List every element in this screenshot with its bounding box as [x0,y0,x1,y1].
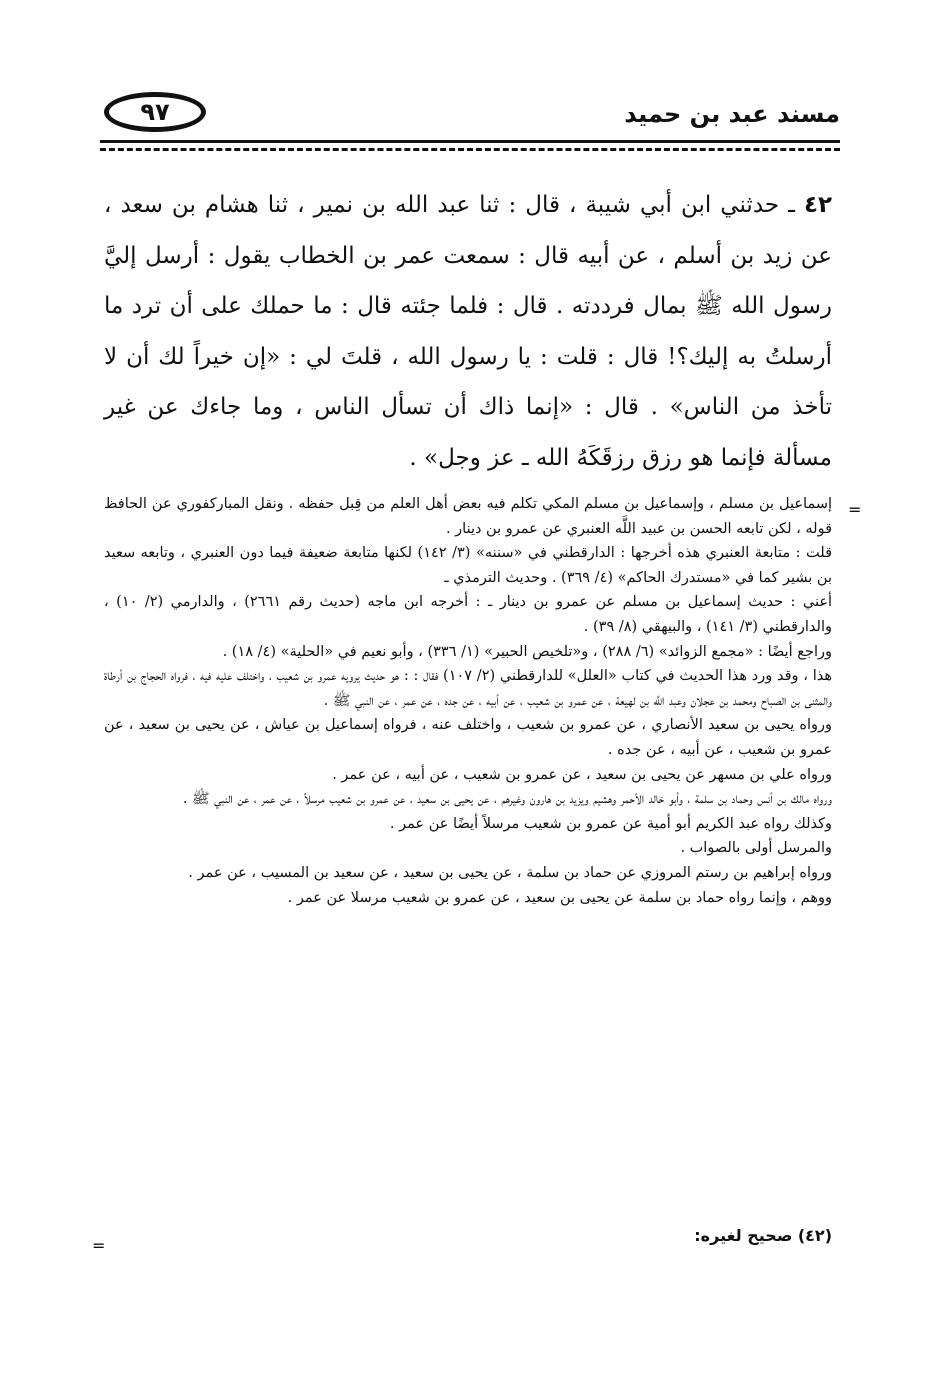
page-header [100,88,840,146]
footnote-paragraph: وكذلك رواه عبد الكريم أبو أمية عن عمرو بن شعيب مرسلاً أيضًا عن عمر . [389,815,832,832]
footnote-end-marker: = [92,1236,106,1255]
footnote-paragraph: ورواه علي بن مسهر عن يحيى بن سعيد ، عن عمرو بن شعيب ، عن أبيه ، عن عمر . [332,766,832,783]
footnote-paragraph: هذا ، وقد ورد هذا الحديث في كتاب «العلل» للدارقطني (٢/ ١٠٧) فقال : : هو حديث يرويه عمرو بن شعيب ، واختلف عليه فيه ، فرواه الحجاج بن أرطاة والمثنى بن الصباح ومحمد بن عجلان وعبد اللَّه بن لهيعة ، عن عمرو بن شعيب ، عن أبيه ، عن جده ، عن عمر ، عن النبي ﷺ . [104,668,832,709]
header-dashed-rule [100,148,840,151]
footnote-paragraph: ورواه إبراهيم بن رستم المروزي عن حماد بن سلمة ، عن يحيى بن سعيد ، عن سعيد بن المسيب ، عن عمر . [188,864,832,881]
book-title: مسند عبد بن حميد [624,100,840,128]
page-number: ٩٧ [104,92,206,132]
footnote-paragraph: والمرسل أولى بالصواب . [680,840,832,857]
footnote-paragraph: قلت : متابعة العنبري هذه أخرجها : الدارقطني في «سننه» (٣/ ١٤٢) لكنها متابعة ضعيفة فيما دون العنبري ، وتابعه سعيد بن بشير كما في «مستدرك الحاكم» (٤/ ٣٦٩) . وحديث الترمذي ـ [104,545,833,586]
footnote-paragraph: ورواه يحيى بن سعيد الأنصاري ، عن عمرو بن شعيب ، واختلف عنه ، فرواه إسماعيل بن عياش ، عن يحيى بن سعيد ، عن عمرو بن شعيب ، عن أبيه ، عن جده . [104,717,832,758]
hadith-grade: (٤٢) صحيح لغيره: [694,1226,832,1245]
footnote-paragraph: ووهم ، وإنما رواه حماد بن سلمة عن يحيى بن سعيد ، عن عمرو بن شعيب مرسلا عن عمر . [287,889,832,906]
footnote-continuation-marker: = [848,500,862,519]
hadith-number: ٤٢ [803,192,833,218]
hadith-text-block [104,180,832,483]
footnotes [104,492,832,910]
footnote-paragraph: وراجع أيضًا : «مجمع الزوائد» (٦/ ٢٨٨) ، و«تلخيص الحبير» (١/ ٣٣٦) ، وأبو نعيم في «الحلية» (٤/ ١٨) . [222,643,832,660]
footnote-paragraph: أعني : حديث إسماعيل بن مسلم عن عمرو بن دينار ـ : أخرجه ابن ماجه (حديث رقم ٢٦٦١) ، والدارمي (٢/ ١٠) ، والدارقطني (٣/ ١٤١) ، والبيهقي (٨/ ٣٩) . [104,594,833,635]
header-rule [100,140,840,143]
footnote-paragraph: ورواه مالك بن أنس وحماد بن سلمة ، وأبو خالد الأحمر وهشيم ويزيد بن هارون وغيرهم ، عن يحيى بن سعيد ، عن عمرو بن شعيب مرسلاً ، عن عمر ، عن النبي ﷺ . [182,791,832,808]
hadith-text: ـ حدثني ابن أبي شيبة ، قال : ثنا عبد الله بن نمير ، ثنا هشام بن سعد ، عن زيد بن أسلم ، عن أبيه قال : سمعت عمر بن الخطاب يقول : أرسل إليَّ رسول الله ﷺ بمال فرددته . قال : فلما جئته قال : ما حملك على أن ترد ما أرسلتُ به إليك؟! قال : قلت : يا رسول الله ، قلتَ لي : «إن خيراً لك أن لا تأخذ من الناس» . قال : «إنما ذاك أن تسأل الناس ، وما جاءك عن غير مسألة فإنما هو رزق رزقَكَهُ الله ـ عز وجل» . [104,192,832,471]
footnote-paragraph: إسماعيل بن مسلم ، وإسماعيل بن مسلم المكي تكلم فيه بعض أهل العلم من قِبل حفظه . ونقل المباركفوري عن الحافظ قوله ، لكن تابعه الحسن بن عبيد اللَّه العنبري عن عمرو بن دينار . [104,496,833,537]
